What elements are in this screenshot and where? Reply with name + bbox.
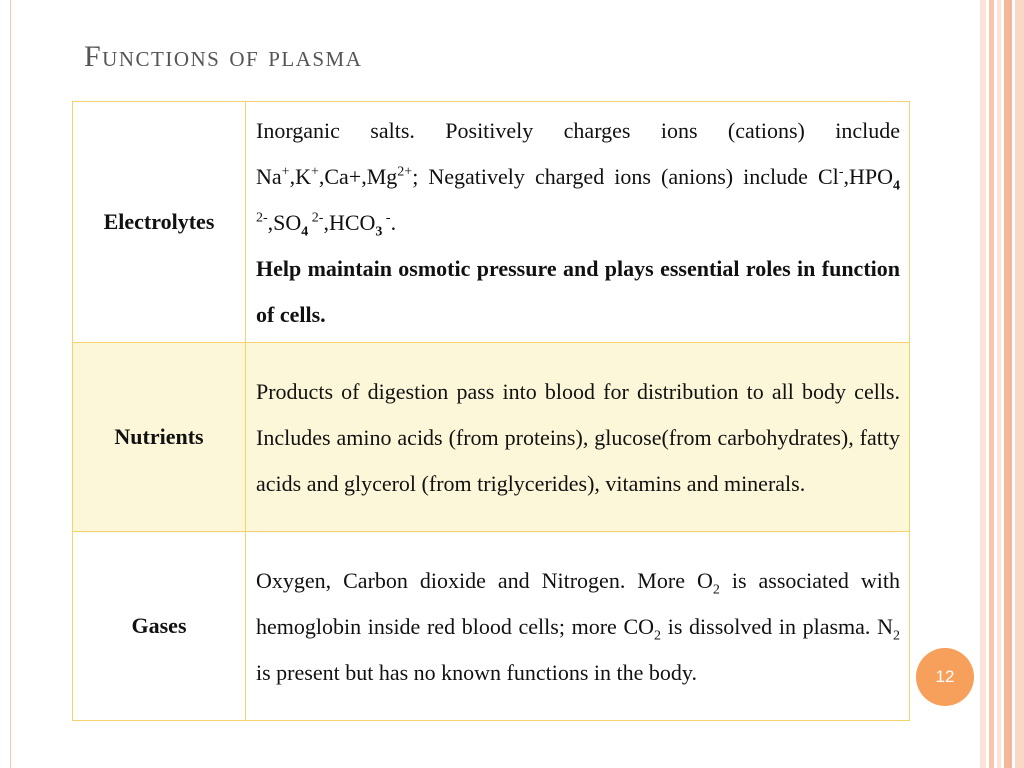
ion-charge: 2+ xyxy=(397,164,413,180)
stripe xyxy=(997,0,1001,768)
stripe xyxy=(989,0,994,768)
ion-charge: - xyxy=(838,164,844,180)
ion-charge: 2- xyxy=(256,210,268,226)
stripe xyxy=(1004,0,1012,768)
table-row xyxy=(73,102,910,343)
text-fragment: ; Negatively charged ions (anions) include Cl xyxy=(412,164,839,189)
text-fragment: ,HCO xyxy=(323,210,376,235)
ion-charge: 2- xyxy=(308,210,324,226)
stripe xyxy=(1015,0,1024,768)
subscript: 3 xyxy=(375,224,383,240)
left-margin-rule xyxy=(10,0,11,768)
emphasis-text: Help maintain osmotic pressure and plays essential roles in function of cells. xyxy=(256,256,900,327)
ion-charge: + xyxy=(310,164,319,180)
table-row xyxy=(73,532,910,721)
text-fragment: ,Ca+,Mg xyxy=(318,164,398,189)
row-description xyxy=(246,532,910,721)
ion-charge: + xyxy=(281,164,290,180)
text-fragment: ,HPO xyxy=(843,164,893,189)
row-description xyxy=(246,102,910,343)
page-title: Functions of plasma xyxy=(84,40,363,73)
text-fragment: . xyxy=(390,210,397,235)
table-row xyxy=(73,343,910,532)
row-label: Nutrients xyxy=(73,343,246,532)
subscript: 2 xyxy=(654,628,662,644)
subscript: 2 xyxy=(712,582,720,598)
decorative-stripes xyxy=(980,0,1024,768)
row-label: Electrolytes xyxy=(73,102,246,343)
text-fragment: is present but has no known functions in the body. xyxy=(256,660,697,685)
plasma-functions-table xyxy=(72,101,910,721)
text-fragment: is associated with hemoglobin inside red blood cells; more CO xyxy=(256,568,900,639)
text-fragment: Oxygen, Carbon dioxide and Nitrogen. More O xyxy=(256,568,713,593)
text-fragment: ,K xyxy=(289,164,311,189)
subscript: 2 xyxy=(892,628,900,644)
page-number-badge: 12 xyxy=(916,648,974,706)
subscript: 4 xyxy=(301,224,309,240)
subscript: 4 xyxy=(893,178,900,194)
row-label: Gases xyxy=(73,532,246,721)
row-description: Products of digestion pass into blood for distribution to all body cells. Includes amino acids (from proteins), glucose(from carbohydrates), fatty acids and glycerol (from triglycerides), vitamins and minerals. xyxy=(246,343,910,532)
text-fragment: is dissolved in plasma. N xyxy=(661,614,893,639)
text-fragment: Inorganic salts. Positively charges ions (cations) include Na xyxy=(256,118,900,189)
stripe xyxy=(980,0,986,768)
ion-charge: - xyxy=(382,210,391,226)
text-fragment: ,SO xyxy=(267,210,302,235)
